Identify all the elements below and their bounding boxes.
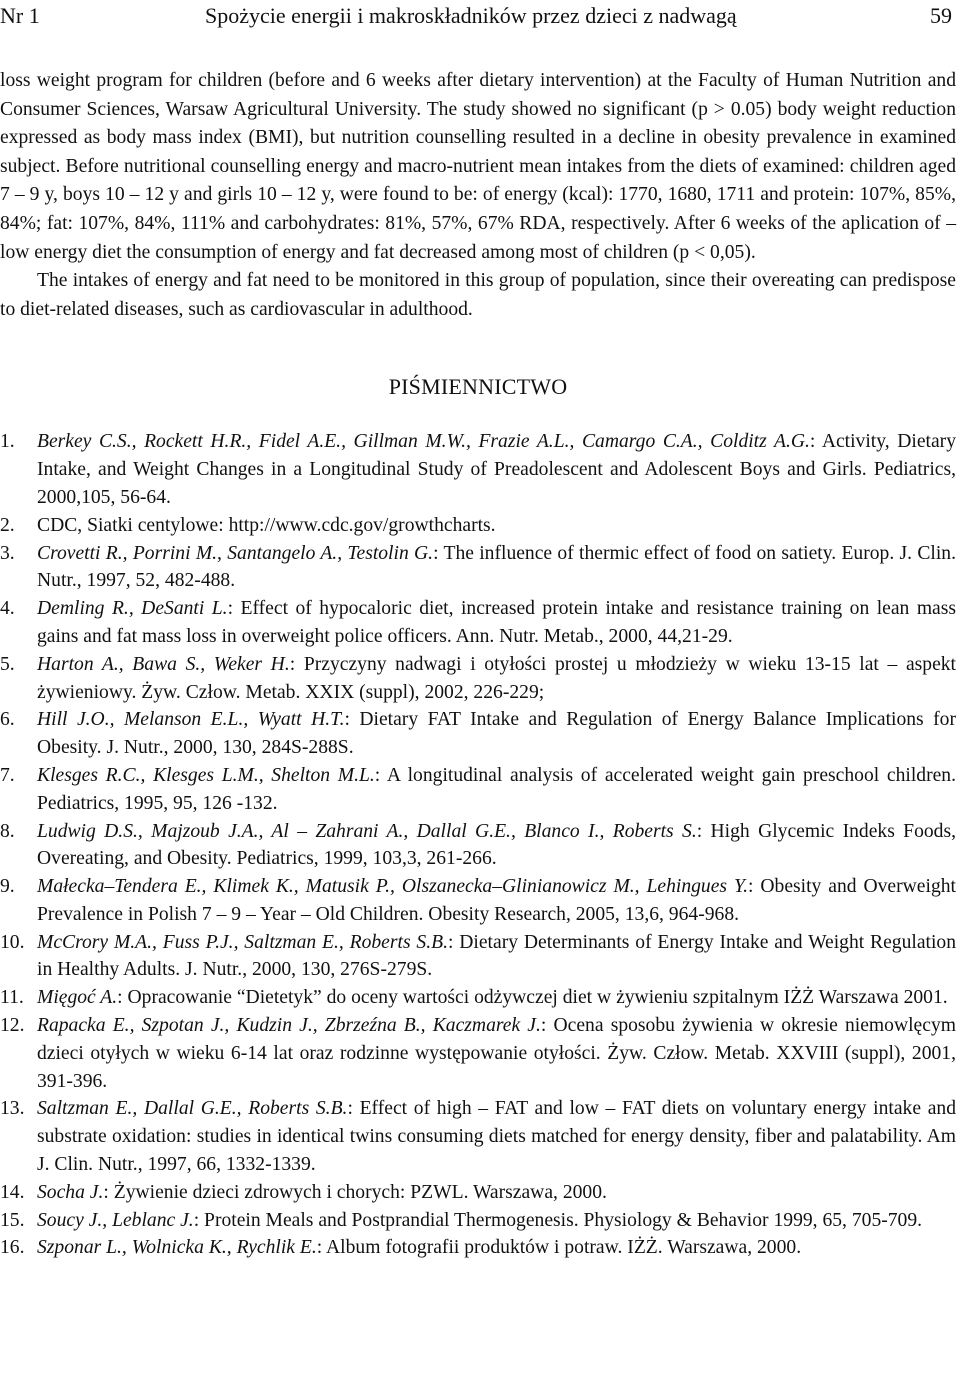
reference-text: : Effect of high – FAT and low – FAT diets on voluntary energy intake and substrate oxidation: studies in identical twins consuming diets matched for energy density, fiber and palatability. Am J. Clin. Nutr., 1997, 66, 1332-1339.: [37, 1098, 956, 1176]
reference-number: 2.: [0, 514, 15, 536]
reference-text: : Protein Meals and Postprandial Thermogenesis. Physiology & Behavior 1999, 65, 705-709.: [193, 1209, 923, 1231]
abstract-paragraph: The intakes of energy and fat need to be monitored in this group of population, since their overeating can predispose to diet-related diseases, such as cardiovascular in adulthood.: [0, 270, 956, 320]
reference-authors: Harton A., Bawa S., Weker H.: [37, 653, 290, 675]
reference-item: [0, 1095, 956, 1178]
reference-number: 6.: [0, 709, 15, 731]
reference-item: [0, 1234, 956, 1262]
reference-authors: Mięgoć A.: [37, 987, 118, 1009]
reference-text: : A longitudinal analysis of accelerated weight gain preschool children. Pediatrics, 1995, 95, 126 -132.: [37, 764, 956, 814]
running-title: Spożycie energii i makroskładników przez dzieci z nadwagą: [205, 3, 737, 28]
reference-text: : Effect of hypocaloric diet, increased protein intake and resistance training on lean mass gains and fat mass loss in overweight police officers. Ann. Nutr. Metab., 2000, 44,21-29.: [37, 598, 957, 647]
reference-item: [0, 540, 956, 596]
abstract-paragraph: loss weight program for children (before and 6 weeks after dietary intervention) at the Faculty of Human Nutrition and Consumer Sciences, Warsaw Agricultural University. The study showed no significant (p > 0.05) body weight reduction expressed as body mass index (BMI), but nutrition counselling resulted in a decline in obesity prevalence in examined subject. Before nutritional counselling energy and macro-nutrient mean intakes from the diets of examined: children aged 7 – 9 y, boys 10 – 12 y and girls 10 – 12 y, were found to be: of energy (kcal): 1770, 1680, 1711 and protein: 107%, 85%, 84%; fat: 107%, 84%, 111% and carbohydrates: 81%, 57%, 67% RDA, respectively. After 6 weeks of the aplication of – low energy diet the consumption of energy and fat decreased among most of children (p < 0,05).: [0, 70, 956, 263]
reference-number: 16.: [0, 1237, 25, 1259]
reference-authors: Hill J.O., Melanson E.L., Wyatt H.T.: [37, 709, 345, 731]
reference-authors: Szponar L., Wolnicka K., Rychlik E.: [37, 1237, 317, 1259]
reference-authors: Socha J.: [37, 1181, 104, 1203]
reference-item: [0, 706, 956, 762]
reference-authors: Saltzman E., Dallal G.E., Roberts S.B.: [37, 1098, 348, 1120]
reference-authors: Rapacka E., Szpotan J., Kudzin J., Zbrzeźna B., Kaczmarek J.: [37, 1015, 541, 1037]
abstract-body: [0, 67, 956, 324]
reference-item: [0, 984, 956, 1012]
reference-authors: Crovetti R., Porrini M., Santangelo A., Testolin G.: [37, 542, 434, 564]
reference-number: 15.: [0, 1209, 25, 1231]
reference-item: [0, 1207, 956, 1235]
reference-text: : Żywienie dzieci zdrowych i chorych: PZWL. Warszawa, 2000.: [103, 1181, 607, 1203]
reference-number: 1.: [0, 431, 15, 453]
reference-authors: McCrory M.A., Fuss P.J., Saltzman E., Roberts S.B.: [37, 931, 448, 953]
reference-text: : High Glycemic Indeks Foods, Overeating, and Obesity. Pediatrics, 1999, 103,3, 261-266.: [37, 820, 956, 870]
reference-text: : Przyczyny nadwagi i otyłości prostej u młodzieży w wieku 13-15 lat – aspekt żywieniowy. Żyw. Człow. Metab. XXIX (suppl), 2002, 226-229;: [37, 653, 957, 703]
reference-text: : Ocena sposobu żywienia w okresie niemowlęcym dzieci otyłych w wieku 6-14 lat oraz rodzinne występowanie otyłości. Żyw. Człow. Metab. XXVIII (suppl), 2001, 391-396.: [37, 1015, 956, 1092]
reference-text: : Dietary FAT Intake and Regulation of Energy Balance Implications for Obesity. J. Nutr., 2000, 130, 284S-288S.: [37, 709, 956, 759]
reference-number: 5.: [0, 653, 15, 675]
reference-authors: Małecka–Tendera E., Klimek K., Matusik P., Olszanecka–Glinianowicz M., Lehingues Y.: [37, 876, 748, 898]
reference-item: [0, 651, 956, 707]
reference-item: [0, 428, 956, 511]
reference-authors: Klesges R.C., Klesges L.M., Shelton M.L.: [37, 764, 375, 786]
reference-number: 10.: [0, 931, 25, 953]
reference-list: [0, 428, 956, 1262]
reference-authors: Ludwig D.S., Majzoub J.A., Al – Zahrani A., Dallal G.E., Blanco I., Roberts S.: [37, 820, 697, 842]
running-header: [0, 0, 956, 32]
reference-item: [0, 1179, 956, 1207]
reference-item: [0, 595, 956, 651]
reference-text: : Obesity and Overweight Prevalence in Polish 7 – 9 – Year – Old Children. Obesity Research, 2005, 13,6, 964-968.: [37, 876, 956, 925]
reference-item: [0, 873, 956, 929]
reference-text: CDC, Siatki centylowe: http://www.cdc.gov/growthcharts.: [37, 514, 496, 536]
issue-number: Nr 1: [0, 3, 40, 28]
reference-number: 7.: [0, 764, 15, 786]
reference-text: : The influence of thermic effect of food on satiety. Europ. J. Clin. Nutr., 1997, 52, 482-488.: [37, 542, 956, 592]
reference-item: [0, 762, 956, 818]
reference-item: [0, 1012, 956, 1095]
reference-number: 8.: [0, 820, 15, 842]
reference-item: [0, 818, 956, 874]
reference-number: 11.: [0, 987, 24, 1009]
reference-text: : Album fotografii produktów i potraw. IŻŻ. Warszawa, 2000.: [316, 1237, 802, 1259]
reference-number: 9.: [0, 876, 15, 898]
reference-authors: Soucy J., Leblanc J.: [37, 1209, 194, 1231]
reference-number: 14.: [0, 1181, 25, 1203]
reference-item: [0, 512, 956, 540]
reference-item: [0, 929, 956, 985]
reference-text: : Opracowanie “Dietetyk” do oceny wartości odżywczej diet w żywieniu szpitalnym IŻŻ Warszawa 2001.: [117, 987, 948, 1009]
page-number: 59: [930, 3, 952, 28]
reference-number: 12.: [0, 1015, 25, 1037]
reference-authors: Demling R., DeSanti L.: [37, 598, 228, 620]
reference-text: : Dietary Determinants of Energy Intake and Weight Regulation in Healthy Adults. J. Nutr., 2000, 130, 276S-279S.: [37, 931, 957, 981]
reference-authors: Berkey C.S., Rockett H.R., Fidel A.E., Gillman M.W., Frazie A.L., Camargo C.A., Colditz A.G.: [37, 431, 810, 453]
reference-number: 4.: [0, 598, 15, 620]
reference-number: 3.: [0, 542, 15, 564]
reference-text: : Activity, Dietary Intake, and Weight Changes in a Longitudinal Study of Preadolescent and Adolescent Boys and Girls. Pediatrics, 2000,105, 56-64.: [37, 431, 956, 508]
reference-number: 13.: [0, 1098, 25, 1120]
references-heading: PIŚMIENNICTWO: [388, 374, 568, 400]
